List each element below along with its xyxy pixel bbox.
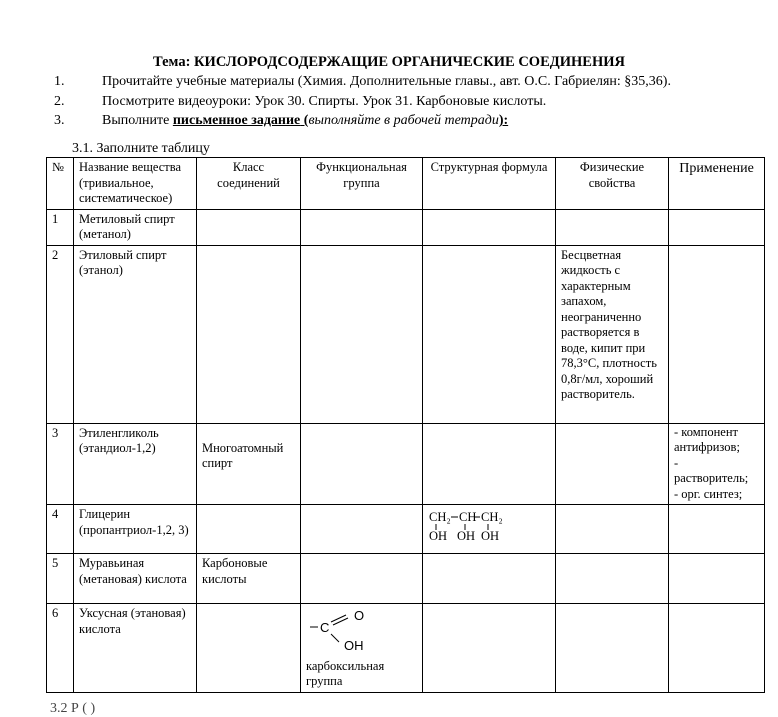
row-name: Этиленгликоль (этандиол-1,2) xyxy=(74,423,197,505)
document-title: Тема: КИСЛОРОДСОДЕРЖАЩИЕ ОРГАНИЧЕСКИЕ СОЕДИНЕНИЯ xyxy=(153,54,625,70)
row-group xyxy=(301,423,423,505)
instruction-text: Прочитайте учебные материалы (Химия. Дополнительные главы., авт. О.С. Габриелян: §35,36). xyxy=(102,74,671,89)
row-formula xyxy=(423,209,556,245)
row-num: 5 xyxy=(47,554,74,604)
glycerol-oh2: OH xyxy=(457,529,476,543)
row-formula xyxy=(423,554,556,604)
next-section-heading: 3.2 Р ( ) xyxy=(50,701,96,716)
glycerol-formula xyxy=(427,507,517,543)
row-class: Карбоновые кислоты xyxy=(197,554,301,604)
double-bond xyxy=(331,615,346,622)
header-num: № xyxy=(47,158,74,210)
table-header-row xyxy=(47,158,765,210)
table-row xyxy=(47,554,765,604)
table-row xyxy=(47,423,765,505)
row-num: 4 xyxy=(47,505,74,554)
row-name: Метиловый спирт (метанол) xyxy=(74,209,197,245)
subheading: 3.1. Заполните таблицу xyxy=(72,141,210,156)
carboxyl-oxygen: O xyxy=(354,608,365,623)
row-group xyxy=(301,554,423,604)
glycerol-oh3: OH xyxy=(481,529,500,543)
row-class xyxy=(197,209,301,245)
row-num: 2 xyxy=(47,245,74,423)
row-name: Уксусная (этановая) кислота xyxy=(74,604,197,693)
bond xyxy=(331,634,339,642)
row-physical xyxy=(556,505,669,554)
header-group: Функциональная группа xyxy=(301,158,423,210)
carboxyl-group-diagram xyxy=(306,604,386,654)
row-formula xyxy=(423,423,556,505)
paren-open: ( xyxy=(300,113,309,128)
double-bond xyxy=(333,618,348,625)
row-num: 6 xyxy=(47,604,74,693)
instruction-text: Посмотрите видеоуроки: Урок 30. Спирты. Урок 31. Карбоновые кислоты. xyxy=(102,94,547,109)
row-class: Многоатомный спирт xyxy=(197,423,301,505)
row-class xyxy=(197,245,301,423)
instruction-text xyxy=(102,113,508,129)
glycerol-oh1: OH xyxy=(429,529,448,543)
row-class xyxy=(197,604,301,693)
row-name: Глицерин (пропантриол-1,2, 3) xyxy=(74,505,197,554)
row-physical: Бесцветная жидкость с характерным запахом, неограниченно растворяется в воде, кипит при 78,3°С, плотность 0,8г/мл, хороший растворитель. xyxy=(556,245,669,423)
row-use xyxy=(669,604,765,693)
row-group xyxy=(301,505,423,554)
row-formula xyxy=(423,604,556,693)
glycerol-c2: CH xyxy=(459,510,477,524)
carboxyl-carbon: C xyxy=(320,620,330,635)
instruction-pre: Выполните xyxy=(102,113,173,128)
instruction-number: 1. xyxy=(54,74,65,89)
row-formula xyxy=(423,505,556,554)
row-use xyxy=(669,554,765,604)
row-physical xyxy=(556,554,669,604)
row-physical xyxy=(556,604,669,693)
row-num: 1 xyxy=(47,209,74,245)
substances-table xyxy=(46,157,765,693)
instruction-number: 3. xyxy=(54,113,65,128)
table-row xyxy=(47,209,765,245)
header-formula: Структурная формула xyxy=(423,158,556,210)
row-class xyxy=(197,505,301,554)
written-task-label: письменное задание xyxy=(172,113,301,128)
row-group xyxy=(301,604,423,693)
glycerol-c3: CH₂ xyxy=(481,510,503,524)
row-formula xyxy=(423,245,556,423)
instruction-number: 2. xyxy=(54,94,65,109)
row-group xyxy=(301,245,423,423)
row-use xyxy=(669,245,765,423)
table-row xyxy=(47,604,765,693)
row-physical xyxy=(556,423,669,505)
paren-close: ): xyxy=(498,113,509,128)
header-name: Название вещества (тривиальное, систематическое) xyxy=(74,158,197,210)
row-use xyxy=(669,209,765,245)
row-name: Муравьиная (метановая) кислота xyxy=(74,554,197,604)
notebook-hint: выполняйте в рабочей тетради xyxy=(308,113,499,128)
carboxyl-hydroxyl: OH xyxy=(344,638,364,653)
header-use: Применение xyxy=(669,158,765,210)
row-use xyxy=(669,505,765,554)
row-group xyxy=(301,209,423,245)
table-row xyxy=(47,245,765,423)
header-class: Класс соединений xyxy=(197,158,301,210)
table-row xyxy=(47,505,765,554)
row-physical xyxy=(556,209,669,245)
row-num: 3 xyxy=(47,423,74,505)
glycerol-c1: CH₂ xyxy=(429,510,451,524)
carboxyl-label: карбоксильная группа xyxy=(306,658,385,688)
row-name: Этиловый спирт (этанол) xyxy=(74,245,197,423)
header-physical: Физические свойства xyxy=(556,158,669,210)
row-use: - компонент антифризов; - растворитель; - орг. синтез; xyxy=(669,423,765,505)
